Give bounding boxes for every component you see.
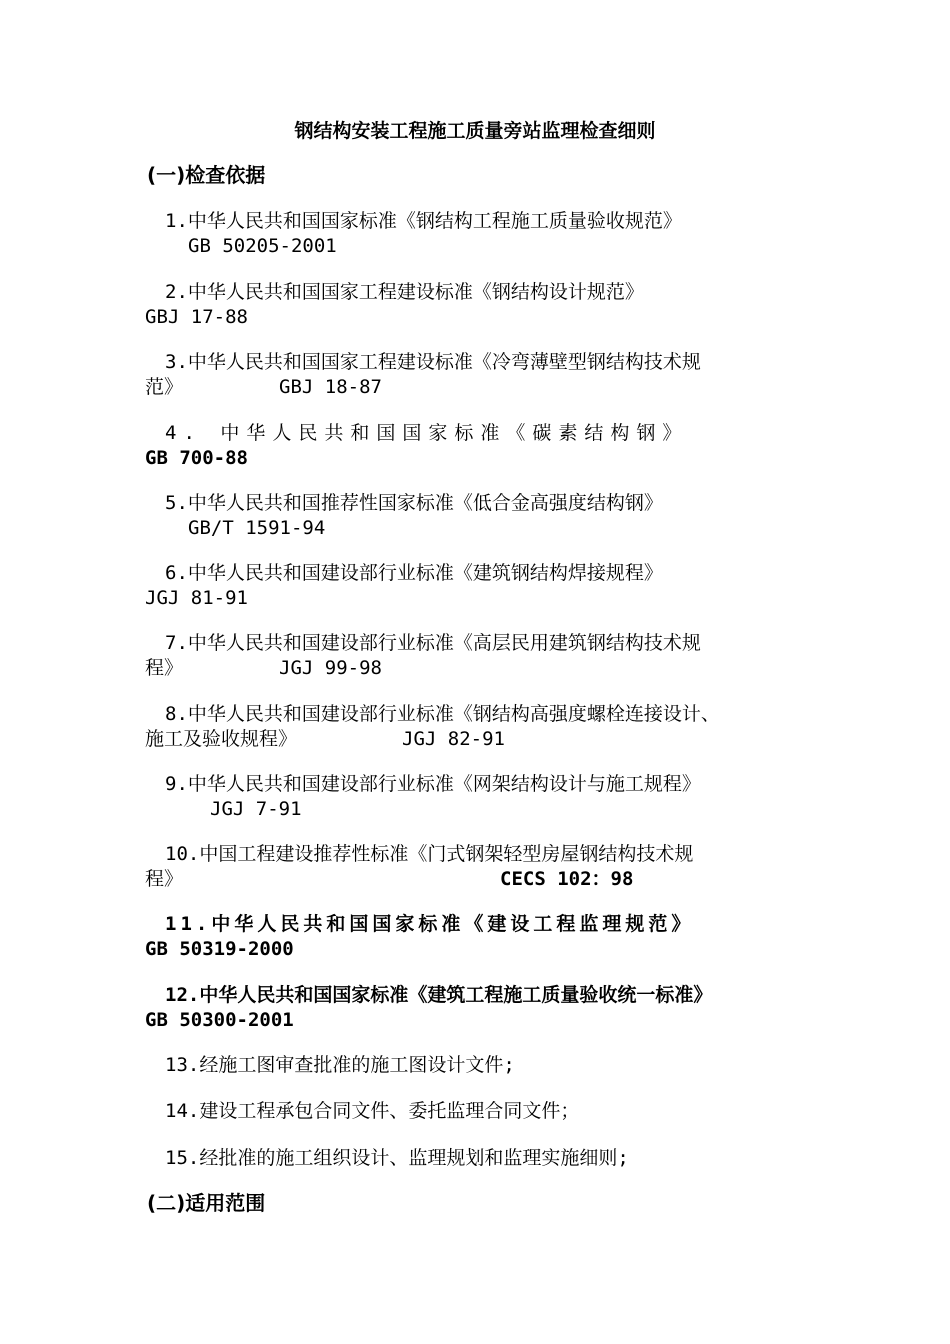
item-number: 6.: [165, 562, 188, 584]
list-item-10: [165, 842, 693, 866]
item-text: 中华人民共和国国家标准《钢结构工程施工质量验收规范》: [187, 210, 682, 232]
item-number: 5.: [165, 492, 188, 514]
item-code: GB 50205-2001: [188, 235, 337, 257]
item-text: 中华人民共和国国家标准《碳素结构钢》: [220, 422, 689, 444]
item-number: 14.: [165, 1100, 200, 1122]
list-item-7: [165, 631, 701, 655]
list-item-15: [165, 1146, 629, 1170]
item-number: 3.: [165, 351, 188, 373]
item-continuation: 程》: [145, 657, 184, 679]
item-code: JGJ 82-91: [402, 728, 505, 750]
item-text: 中华人民共和国建设部行业标准《建筑钢结构焊接规程》: [187, 562, 663, 584]
item-code: GB 50319-2000: [145, 938, 294, 960]
item-number: 4.: [165, 422, 202, 444]
item-code: JGJ 7-91: [210, 798, 302, 820]
list-item-9: [165, 772, 701, 796]
item-text: 中华人民共和国国家标准《建筑工程施工质量验收统一标准》: [199, 984, 713, 1006]
item-text: 中华人民共和国建设部行业标准《网架结构设计与施工规程》: [187, 773, 701, 795]
item-code: GB 50300-2001: [145, 1009, 294, 1031]
list-item-13: [165, 1053, 515, 1077]
section-heading-basis: (一)检查依据: [147, 163, 266, 187]
list-item-3: [165, 350, 701, 374]
list-item-2: [165, 280, 644, 304]
item-code: GB 700-88: [145, 447, 248, 469]
item-text: 中华人民共和国建设部行业标准《钢结构高强度螺栓连接设计、: [187, 703, 720, 725]
item-code: GB/T 1591-94: [188, 517, 326, 539]
item-text: 中华人民共和国国家标准《建设工程监理规范》: [211, 913, 695, 935]
item-text: 中华人民共和国建设部行业标准《高层民用建筑钢结构技术规: [187, 632, 701, 654]
list-item-4: [165, 421, 688, 445]
item-number: 12.: [165, 984, 200, 1006]
item-code: GBJ 17-88: [145, 306, 248, 328]
item-number: 10.: [165, 843, 200, 865]
document-title: 钢结构安装工程施工质量旁站监理检查细则: [294, 120, 656, 142]
item-text: 中国工程建设推荐性标准《门式钢架轻型房屋钢结构技术规: [199, 843, 694, 865]
item-number: 2.: [165, 281, 188, 303]
item-code: GBJ 18-87: [279, 376, 382, 398]
item-continuation: 程》: [145, 868, 184, 890]
list-item-8: [165, 702, 720, 726]
item-code: JGJ 81-91: [145, 587, 248, 609]
list-item-12: [165, 983, 712, 1007]
item-text: 中华人民共和国国家工程建设标准《钢结构设计规范》: [187, 281, 644, 303]
item-number: 7.: [165, 632, 188, 654]
list-item-14: [165, 1099, 579, 1123]
item-code: CECS 102：98: [500, 868, 634, 890]
item-continuation: 范》: [145, 376, 184, 398]
item-continuation: 施工及验收规程》: [145, 728, 298, 750]
item-number: 13.: [165, 1054, 200, 1076]
section-heading-scope: (二)适用范围: [147, 1191, 266, 1215]
item-number: 9.: [165, 773, 188, 795]
item-number: 1.: [165, 210, 188, 232]
item-text: 中华人民共和国国家工程建设标准《冷弯薄壁型钢结构技术规: [187, 351, 701, 373]
item-text: 经批准的施工组织设计、监理规划和监理实施细则;: [199, 1147, 629, 1169]
item-code: JGJ 99-98: [279, 657, 382, 679]
item-text: 中华人民共和国推荐性国家标准《低合金高强度结构钢》: [187, 492, 663, 514]
item-number: 8.: [165, 703, 188, 725]
list-item-11: [165, 912, 694, 936]
item-number: 11.: [165, 913, 212, 935]
list-item-1: [165, 209, 682, 233]
item-number: 15.: [165, 1147, 200, 1169]
list-item-5: [165, 491, 663, 515]
item-text: 经施工图审查批准的施工图设计文件;: [199, 1054, 515, 1076]
item-text: 建设工程承包合同文件、委托监理合同文件；: [199, 1100, 580, 1122]
list-item-6: [165, 561, 663, 585]
